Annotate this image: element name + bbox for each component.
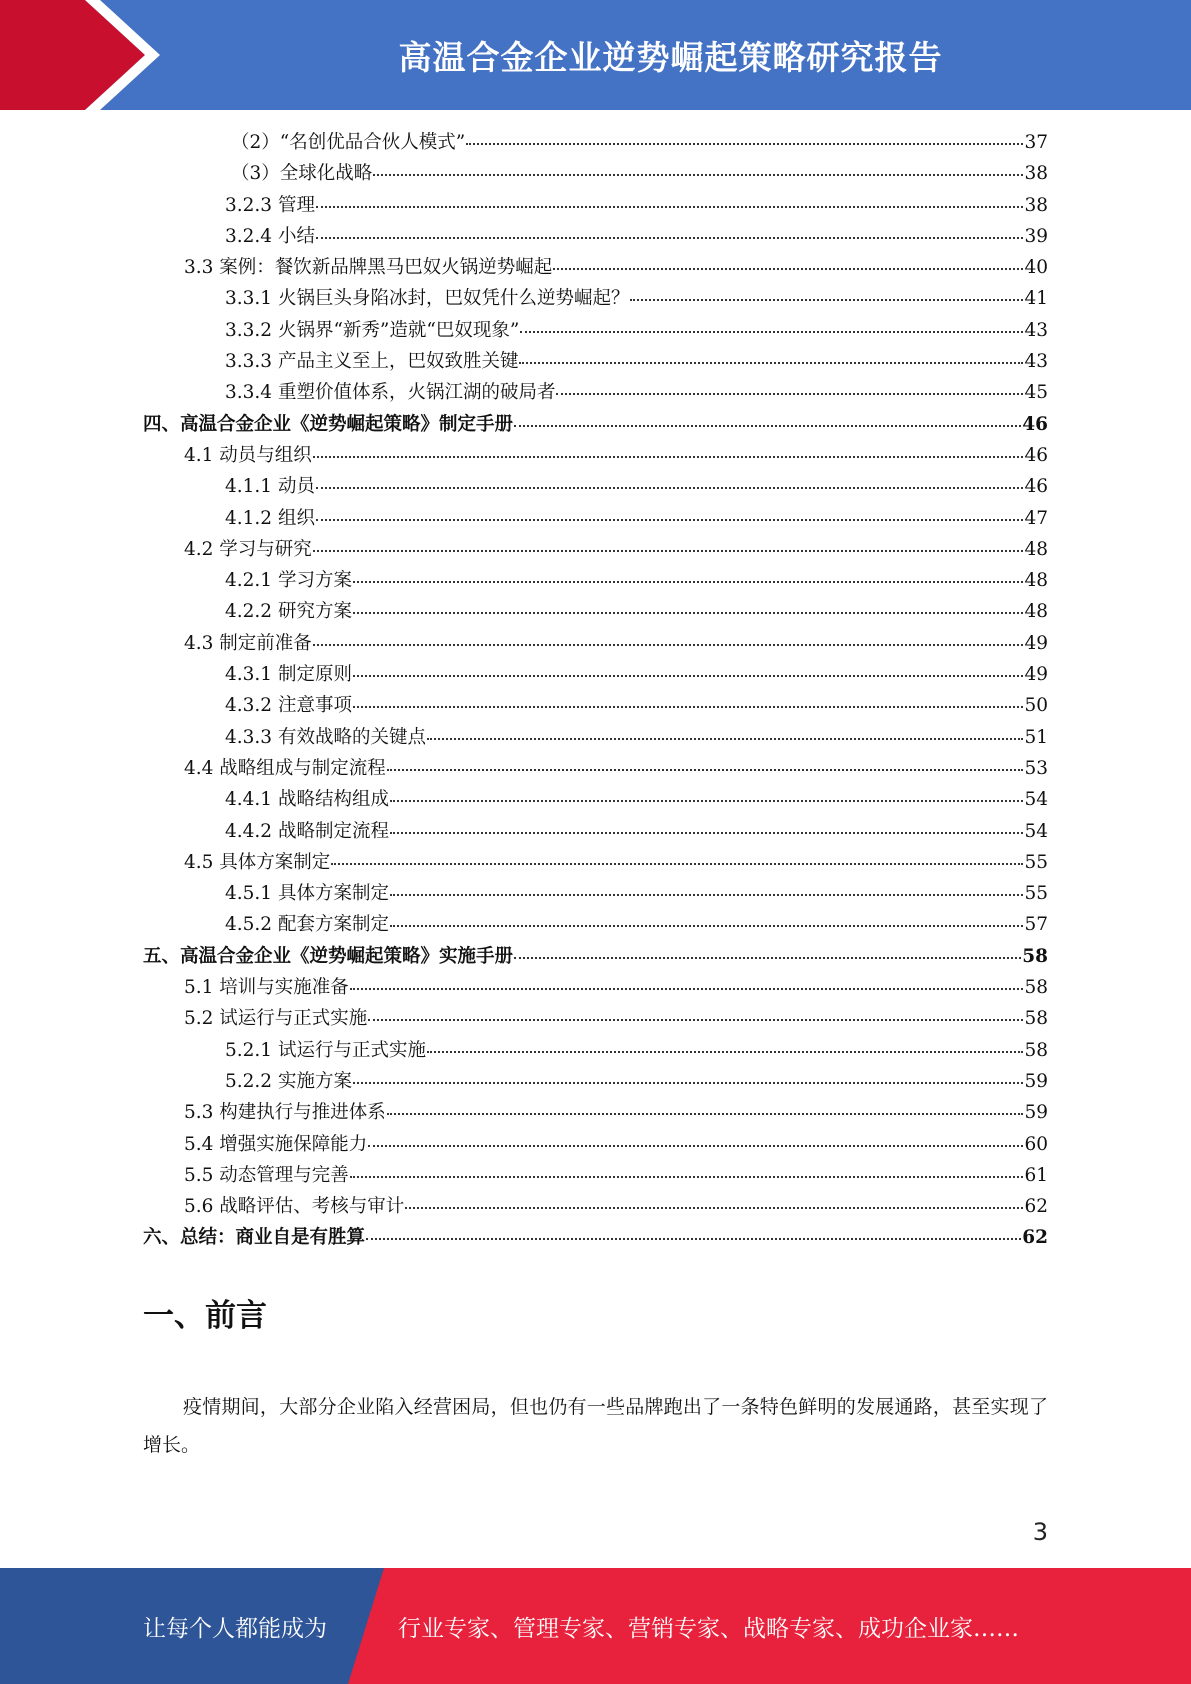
toc-dot-leader <box>316 187 1024 208</box>
toc-entry-page: 58 <box>1024 1039 1048 1061</box>
toc-entry-label: 4.5.1 具体方案制定 <box>225 883 389 905</box>
toc-entry-page: 47 <box>1024 507 1048 529</box>
toc-entry-page: 59 <box>1024 1102 1048 1124</box>
toc-entry-label: 4.3.2 注意事项 <box>225 695 352 717</box>
toc-dot-leader <box>353 688 1024 709</box>
toc-entry-label: 4.3.3 有效战略的关键点 <box>225 726 426 748</box>
toc-entry[interactable] <box>143 1003 1048 1034</box>
toc-entry-page: 48 <box>1024 538 1048 560</box>
toc-entry-label: 3.3.1 火锅巨头身陷冰封，巴奴凭什么逆势崛起？ <box>225 288 630 310</box>
toc-entry-label: 4.2.2 研究方案 <box>225 601 352 623</box>
toc-dot-leader <box>316 469 1024 490</box>
toc-entry[interactable] <box>143 1222 1048 1253</box>
toc-dot-leader <box>331 844 1023 865</box>
toc-entry-page: 45 <box>1024 382 1048 404</box>
toc-entry-page: 58 <box>1024 1008 1048 1030</box>
toc-entry-label: 5.2.1 试运行与正式实施 <box>225 1039 426 1061</box>
toc-entry[interactable] <box>143 440 1048 471</box>
toc-entry-label: 3.3.3 产品主义至上，巴奴致胜关键 <box>225 351 519 373</box>
toc-dot-leader <box>519 344 1023 365</box>
toc-dot-leader <box>350 970 1024 991</box>
toc-dot-leader <box>313 625 1024 646</box>
toc-entry-label: 4.3 制定前准备 <box>184 632 312 654</box>
toc-entry-page: 58 <box>1022 945 1048 967</box>
toc-entry-label: （3）全球化战略 <box>231 163 373 185</box>
toc-entry-page: 62 <box>1022 1227 1048 1249</box>
toc-dot-leader <box>373 156 1023 177</box>
toc-entry[interactable] <box>143 941 1048 972</box>
toc-entry-label: 5.5 动态管理与完善 <box>184 1164 349 1186</box>
toc-dot-leader <box>390 782 1023 803</box>
toc-dot-leader <box>316 500 1024 521</box>
toc-dot-leader <box>353 1063 1024 1084</box>
toc-dot-leader <box>353 657 1024 678</box>
toc-dot-leader <box>316 218 1024 239</box>
toc-entry-label: 六、总结：商业自是有胜算 <box>143 1227 366 1249</box>
toc-entry-label: 4.1.1 动员 <box>225 476 315 498</box>
toc-dot-leader <box>553 250 1023 271</box>
toc-dot-leader <box>368 1126 1023 1147</box>
page-number: 3 <box>1032 1518 1048 1546</box>
toc-entry[interactable] <box>143 565 1048 596</box>
toc-entry[interactable] <box>143 909 1048 940</box>
toc-entry[interactable] <box>143 1191 1048 1222</box>
toc-entry-page: 62 <box>1024 1196 1048 1218</box>
toc-entry-label: 五、高温合金企业《逆势崛起策略》实施手册 <box>143 945 514 967</box>
toc-entry[interactable] <box>143 409 1048 440</box>
toc-dot-leader <box>427 1032 1023 1053</box>
toc-entry[interactable] <box>143 1160 1048 1191</box>
toc-dot-leader <box>368 1001 1023 1022</box>
toc-entry[interactable] <box>143 471 1048 502</box>
toc-dot-leader <box>520 312 1023 333</box>
toc-entry-page: 46 <box>1022 413 1048 435</box>
toc-entry[interactable] <box>143 252 1048 283</box>
toc-dot-leader <box>556 375 1023 396</box>
toc-entry-page: 43 <box>1024 351 1048 373</box>
toc-entry[interactable] <box>143 972 1048 1003</box>
toc-entry-label: 四、高温合金企业《逆势崛起策略》制定手册 <box>143 413 514 435</box>
toc-dot-leader <box>353 594 1024 615</box>
toc-entry-label: 5.6 战略评估、考核与审计 <box>184 1196 405 1218</box>
toc-entry-page: 61 <box>1024 1164 1048 1186</box>
toc-entry-label: 4.3.1 制定原则 <box>225 664 352 686</box>
toc-dot-leader <box>390 813 1023 834</box>
toc-dot-leader <box>387 1095 1024 1116</box>
toc-entry[interactable] <box>143 221 1048 252</box>
toc-dot-leader <box>514 406 1021 427</box>
toc-dot-leader <box>313 437 1024 458</box>
toc-entry-label: （2）“名创优品合伙人模式” <box>231 132 466 153</box>
toc-entry[interactable] <box>143 1129 1048 1160</box>
toc-entry-label: 3.3 案例：餐饮新品牌黑马巴奴火锅逆势崛起 <box>184 257 553 279</box>
toc-entry-label: 5.3 构建执行与推进体系 <box>184 1102 386 1124</box>
toc-entry-label: 3.2.4 小结 <box>225 225 315 247</box>
footer-slogan-left: 让每个人都能成为 <box>143 1615 327 1642</box>
toc-entry[interactable] <box>143 315 1048 346</box>
toc-entry-label: 3.2.3 管理 <box>225 194 315 216</box>
toc-entry[interactable] <box>143 847 1048 878</box>
toc-entry[interactable] <box>143 722 1048 753</box>
toc-dot-leader <box>390 876 1023 897</box>
toc-entry-label: 5.1 培训与实施准备 <box>184 977 349 999</box>
document-title: 高温合金企业逆势崛起策略研究报告 <box>398 37 943 77</box>
toc-dot-leader <box>353 563 1024 584</box>
toc-entry[interactable] <box>143 690 1048 721</box>
toc-dot-leader <box>630 281 1023 302</box>
toc-entry-page: 60 <box>1024 1133 1048 1155</box>
toc-entry-page: 40 <box>1024 257 1048 279</box>
toc-entry-page: 38 <box>1024 163 1048 185</box>
toc-entry-page: 48 <box>1024 601 1048 623</box>
section-heading: 一、前言 <box>143 1298 267 1334</box>
toc-entry-page: 53 <box>1024 757 1048 779</box>
toc-entry-label: 5.2.2 实施方案 <box>225 1070 352 1092</box>
toc-dot-leader <box>366 1220 1021 1241</box>
toc-entry-label: 4.2 学习与研究 <box>184 538 312 560</box>
toc-dot-leader <box>514 938 1021 959</box>
toc-dot-leader <box>390 907 1023 928</box>
toc-entry[interactable] <box>143 503 1048 534</box>
toc-entry[interactable] <box>143 1066 1048 1097</box>
toc-entry-label: 5.4 增强实施保障能力 <box>184 1133 368 1155</box>
toc-entry[interactable] <box>143 127 1048 158</box>
toc-entry-label: 4.2.1 学习方案 <box>225 570 352 592</box>
toc-entry-page: 55 <box>1024 851 1048 873</box>
toc-entry-page: 37 <box>1024 132 1048 153</box>
toc-entry-page: 41 <box>1024 288 1048 310</box>
toc-entry-page: 38 <box>1024 194 1048 216</box>
toc-entry[interactable] <box>143 1035 1048 1066</box>
toc-entry[interactable] <box>143 190 1048 221</box>
toc-entry-page: 54 <box>1024 820 1048 842</box>
toc-entry-label: 4.4.2 战略制定流程 <box>225 820 389 842</box>
toc-entry-page: 49 <box>1024 632 1048 654</box>
toc-entry-label: 4.1.2 组织 <box>225 507 315 529</box>
toc-entry-page: 48 <box>1024 570 1048 592</box>
table-of-contents <box>143 127 1048 1254</box>
toc-entry-label: 5.2 试运行与正式实施 <box>184 1008 368 1030</box>
toc-entry-page: 39 <box>1024 225 1048 247</box>
toc-entry-label: 4.5.2 配套方案制定 <box>225 914 389 936</box>
toc-entry-label: 4.1 动员与组织 <box>184 444 312 466</box>
toc-entry-page: 59 <box>1024 1070 1048 1092</box>
toc-dot-leader <box>405 1189 1023 1210</box>
toc-entry[interactable] <box>143 283 1048 314</box>
toc-dot-leader <box>466 125 1023 146</box>
toc-entry[interactable] <box>143 1097 1048 1128</box>
header-arrow-decoration <box>0 0 160 110</box>
page-footer <box>0 1568 1191 1684</box>
toc-entry[interactable] <box>143 878 1048 909</box>
toc-entry[interactable] <box>143 377 1048 408</box>
toc-dot-leader <box>387 750 1024 771</box>
toc-entry-page: 46 <box>1024 476 1048 498</box>
toc-entry-page: 43 <box>1024 319 1048 341</box>
toc-dot-leader <box>427 719 1023 740</box>
toc-dot-leader <box>350 1157 1024 1178</box>
toc-entry[interactable] <box>143 596 1048 627</box>
body-paragraph: 疫情期间，大部分企业陷入经营困局，但也仍有一些品牌跑出了一条特色鲜明的发展通路，甚至实现了增长。 <box>143 1396 1048 1456</box>
toc-entry[interactable] <box>143 158 1048 189</box>
toc-entry-label: 4.4.1 战略结构组成 <box>225 789 389 811</box>
toc-entry-page: 54 <box>1024 789 1048 811</box>
page-header <box>0 0 1191 110</box>
toc-entry[interactable] <box>143 784 1048 815</box>
toc-entry-page: 57 <box>1024 914 1048 936</box>
toc-entry[interactable] <box>143 816 1048 847</box>
toc-entry-page: 58 <box>1024 977 1048 999</box>
toc-entry-page: 51 <box>1024 726 1048 748</box>
toc-dot-leader <box>313 531 1024 552</box>
toc-entry-label: 4.4 战略组成与制定流程 <box>184 757 386 779</box>
toc-entry[interactable] <box>143 628 1048 659</box>
toc-entry-label: 3.3.2 火锅界“新秀”造就“巴奴现象” <box>225 319 520 341</box>
toc-entry-page: 49 <box>1024 664 1048 686</box>
toc-entry[interactable] <box>143 346 1048 377</box>
toc-entry-page: 55 <box>1024 883 1048 905</box>
toc-entry-label: 4.5 具体方案制定 <box>184 851 331 873</box>
toc-entry[interactable] <box>143 753 1048 784</box>
toc-entry[interactable] <box>143 534 1048 565</box>
footer-slogan-right: 行业专家、管理专家、营销专家、战略专家、成功企业家…… <box>398 1615 1019 1642</box>
toc-entry-page: 50 <box>1024 695 1048 717</box>
toc-entry[interactable] <box>143 659 1048 690</box>
toc-entry-label: 3.3.4 重塑价值体系，火锅江湖的破局者 <box>225 382 556 404</box>
toc-entry-page: 46 <box>1024 444 1048 466</box>
